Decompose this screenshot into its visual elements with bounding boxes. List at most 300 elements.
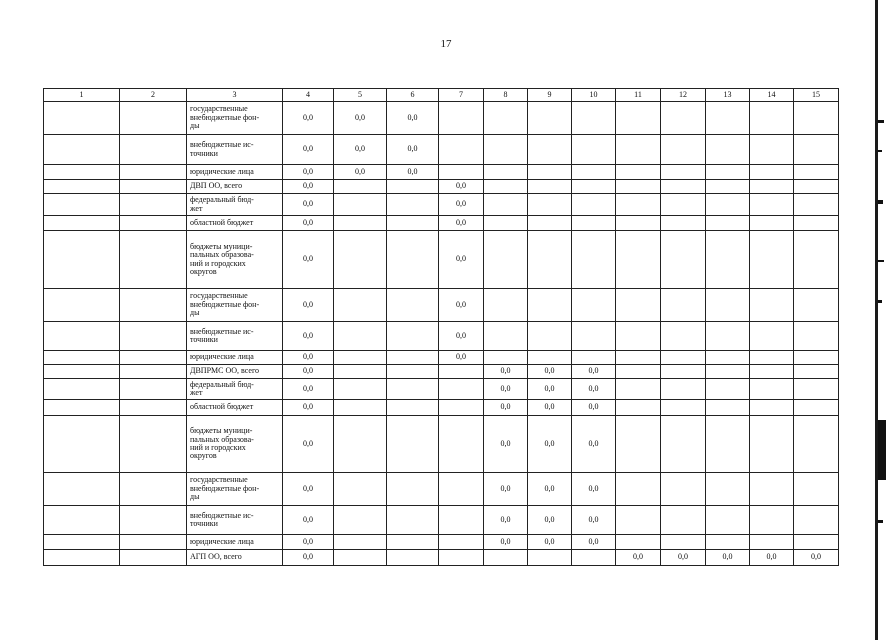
value-cell (661, 231, 706, 289)
column-header: 8 (484, 89, 528, 102)
value-cell (794, 289, 839, 322)
value-cell (387, 289, 439, 322)
value-cell: 0,0 (572, 365, 616, 379)
table-row (44, 216, 839, 231)
table-row (44, 400, 839, 416)
value-cell: 0,0 (439, 289, 484, 322)
value-cell (794, 322, 839, 351)
value-cell (794, 416, 839, 473)
value-cell (616, 231, 661, 289)
value-cell (750, 322, 794, 351)
empty-cell (120, 165, 187, 180)
value-cell (750, 473, 794, 506)
empty-cell (120, 535, 187, 550)
value-cell (706, 473, 750, 506)
value-cell: 0,0 (528, 365, 572, 379)
empty-cell (44, 365, 120, 379)
empty-cell (44, 506, 120, 535)
value-cell (387, 400, 439, 416)
value-cell (750, 231, 794, 289)
value-cell (750, 102, 794, 135)
value-cell (794, 135, 839, 165)
value-cell (572, 550, 616, 566)
value-cell (616, 365, 661, 379)
value-cell (794, 102, 839, 135)
value-cell: 0,0 (484, 416, 528, 473)
value-cell (334, 289, 387, 322)
value-cell: 0,0 (528, 400, 572, 416)
value-cell (439, 165, 484, 180)
value-cell: 0,0 (528, 535, 572, 550)
value-cell: 0,0 (572, 416, 616, 473)
empty-cell (120, 351, 187, 365)
value-cell: 0,0 (439, 180, 484, 194)
value-cell (439, 473, 484, 506)
column-header: 3 (187, 89, 283, 102)
empty-cell (120, 231, 187, 289)
value-cell: 0,0 (661, 550, 706, 566)
value-cell (528, 231, 572, 289)
value-cell (484, 165, 528, 180)
value-cell (616, 506, 661, 535)
empty-cell (44, 231, 120, 289)
value-cell (484, 351, 528, 365)
empty-cell (44, 351, 120, 365)
empty-cell (120, 289, 187, 322)
value-cell: 0,0 (334, 165, 387, 180)
row-label: государственные внебюджетные фон- ды (187, 102, 283, 135)
value-cell (334, 379, 387, 400)
value-cell (572, 351, 616, 365)
value-cell (334, 535, 387, 550)
value-cell (572, 135, 616, 165)
value-cell (706, 351, 750, 365)
value-cell (706, 216, 750, 231)
column-header: 10 (572, 89, 616, 102)
value-cell (572, 216, 616, 231)
value-cell (528, 550, 572, 566)
value-cell (572, 322, 616, 351)
row-label: федеральный бюд- жет (187, 194, 283, 216)
value-cell: 0,0 (283, 550, 334, 566)
table-row (44, 165, 839, 180)
table-row (44, 535, 839, 550)
value-cell (334, 506, 387, 535)
row-label: областной бюджет (187, 216, 283, 231)
value-cell (661, 194, 706, 216)
value-cell (439, 400, 484, 416)
value-cell (706, 365, 750, 379)
value-cell (706, 416, 750, 473)
value-cell: 0,0 (572, 400, 616, 416)
value-cell (794, 165, 839, 180)
value-cell: 0,0 (283, 506, 334, 535)
value-cell (334, 322, 387, 351)
value-cell (616, 379, 661, 400)
empty-cell (120, 379, 187, 400)
value-cell (706, 289, 750, 322)
value-cell (794, 400, 839, 416)
value-cell (616, 102, 661, 135)
row-label: государственные внебюджетные фон- ды (187, 473, 283, 506)
empty-cell (44, 194, 120, 216)
value-cell (439, 416, 484, 473)
value-cell: 0,0 (439, 351, 484, 365)
table-row (44, 231, 839, 289)
value-cell (661, 535, 706, 550)
table-row (44, 365, 839, 379)
value-cell: 0,0 (484, 379, 528, 400)
value-cell (334, 473, 387, 506)
value-cell: 0,0 (572, 473, 616, 506)
empty-cell (44, 289, 120, 322)
table-row (44, 473, 839, 506)
empty-cell (120, 216, 187, 231)
table-row (44, 135, 839, 165)
budget-table (43, 88, 839, 566)
value-cell (706, 165, 750, 180)
column-header: 7 (439, 89, 484, 102)
value-cell (661, 165, 706, 180)
value-cell: 0,0 (439, 322, 484, 351)
row-label: бюджеты муници- пальных образова- ний и городских округов (187, 231, 283, 289)
value-cell: 0,0 (706, 550, 750, 566)
value-cell (794, 180, 839, 194)
value-cell (616, 400, 661, 416)
value-cell (439, 135, 484, 165)
column-header: 13 (706, 89, 750, 102)
value-cell: 0,0 (572, 379, 616, 400)
value-cell: 0,0 (283, 216, 334, 231)
value-cell (706, 322, 750, 351)
table-row (44, 351, 839, 365)
value-cell (528, 102, 572, 135)
scan-speck (878, 200, 883, 204)
value-cell (616, 416, 661, 473)
value-cell (484, 194, 528, 216)
column-header: 5 (334, 89, 387, 102)
value-cell (387, 322, 439, 351)
value-cell (661, 289, 706, 322)
value-cell (794, 216, 839, 231)
value-cell (706, 102, 750, 135)
value-cell (572, 289, 616, 322)
value-cell (794, 231, 839, 289)
value-cell (661, 351, 706, 365)
value-cell (572, 194, 616, 216)
empty-cell (120, 506, 187, 535)
empty-cell (120, 473, 187, 506)
value-cell (750, 535, 794, 550)
empty-cell (44, 135, 120, 165)
value-cell (616, 535, 661, 550)
value-cell (661, 216, 706, 231)
value-cell: 0,0 (750, 550, 794, 566)
empty-cell (120, 416, 187, 473)
row-label: федеральный бюд- жет (187, 379, 283, 400)
value-cell: 0,0 (283, 322, 334, 351)
value-cell (334, 180, 387, 194)
value-cell: 0,0 (484, 535, 528, 550)
value-cell (387, 231, 439, 289)
value-cell (794, 365, 839, 379)
value-cell (528, 194, 572, 216)
value-cell: 0,0 (334, 102, 387, 135)
value-cell: 0,0 (283, 231, 334, 289)
value-cell (439, 506, 484, 535)
value-cell (750, 400, 794, 416)
table-row (44, 379, 839, 400)
row-label: АГП ОО, всего (187, 550, 283, 566)
value-cell (661, 506, 706, 535)
value-cell (706, 400, 750, 416)
value-cell (387, 506, 439, 535)
value-cell (661, 416, 706, 473)
value-cell (616, 194, 661, 216)
value-cell: 0,0 (439, 216, 484, 231)
value-cell: 0,0 (528, 379, 572, 400)
column-header: 4 (283, 89, 334, 102)
value-cell: 0,0 (283, 379, 334, 400)
value-cell (706, 180, 750, 194)
value-cell (572, 102, 616, 135)
empty-cell (44, 322, 120, 351)
value-cell (616, 165, 661, 180)
column-header: 15 (794, 89, 839, 102)
empty-cell (120, 400, 187, 416)
value-cell (387, 473, 439, 506)
value-cell (750, 351, 794, 365)
value-cell: 0,0 (283, 289, 334, 322)
value-cell: 0,0 (334, 135, 387, 165)
row-label: внебюджетные ис- точники (187, 135, 283, 165)
value-cell (528, 180, 572, 194)
value-cell (484, 135, 528, 165)
value-cell (616, 289, 661, 322)
value-cell (528, 289, 572, 322)
value-cell: 0,0 (528, 473, 572, 506)
value-cell (484, 550, 528, 566)
column-header: 1 (44, 89, 120, 102)
value-cell (334, 416, 387, 473)
empty-cell (44, 550, 120, 566)
value-cell (528, 322, 572, 351)
value-cell (528, 216, 572, 231)
value-cell: 0,0 (283, 473, 334, 506)
value-cell (334, 216, 387, 231)
empty-cell (44, 102, 120, 135)
empty-cell (120, 135, 187, 165)
page-number: 17 (440, 38, 452, 50)
value-cell: 0,0 (283, 416, 334, 473)
value-cell (484, 216, 528, 231)
table-header-row (44, 89, 839, 102)
scan-speck (878, 260, 884, 262)
table-row (44, 102, 839, 135)
value-cell (387, 379, 439, 400)
value-cell (334, 400, 387, 416)
value-cell (750, 416, 794, 473)
value-cell (334, 550, 387, 566)
value-cell (706, 231, 750, 289)
value-cell (334, 194, 387, 216)
value-cell (439, 102, 484, 135)
value-cell (794, 506, 839, 535)
empty-cell (120, 180, 187, 194)
scan-speck (878, 420, 886, 480)
value-cell: 0,0 (616, 550, 661, 566)
value-cell: 0,0 (283, 180, 334, 194)
value-cell: 0,0 (283, 535, 334, 550)
value-cell (661, 400, 706, 416)
value-cell (750, 365, 794, 379)
empty-cell (44, 165, 120, 180)
row-label: юридические лица (187, 535, 283, 550)
empty-cell (120, 194, 187, 216)
scan-speck (878, 300, 882, 303)
value-cell: 0,0 (572, 506, 616, 535)
value-cell (750, 216, 794, 231)
value-cell (794, 351, 839, 365)
value-cell (706, 135, 750, 165)
value-cell: 0,0 (572, 535, 616, 550)
empty-cell (44, 400, 120, 416)
empty-cell (120, 102, 187, 135)
empty-cell (44, 473, 120, 506)
value-cell: 0,0 (484, 473, 528, 506)
row-label: бюджеты муници- пальных образова- ний и городских округов (187, 416, 283, 473)
value-cell (484, 180, 528, 194)
value-cell (387, 365, 439, 379)
scan-speck (878, 120, 884, 123)
value-cell (794, 535, 839, 550)
value-cell (661, 102, 706, 135)
value-cell (794, 379, 839, 400)
value-cell (750, 135, 794, 165)
value-cell (616, 180, 661, 194)
value-cell (661, 135, 706, 165)
scan-edge (875, 0, 878, 640)
value-cell (661, 322, 706, 351)
value-cell (484, 322, 528, 351)
value-cell (387, 180, 439, 194)
row-label: ДВП ОО, всего (187, 180, 283, 194)
value-cell (616, 473, 661, 506)
value-cell (439, 379, 484, 400)
column-header: 11 (616, 89, 661, 102)
value-cell (572, 165, 616, 180)
value-cell (706, 535, 750, 550)
column-header: 12 (661, 89, 706, 102)
value-cell (661, 473, 706, 506)
column-header: 2 (120, 89, 187, 102)
table-row (44, 550, 839, 566)
value-cell (439, 550, 484, 566)
value-cell: 0,0 (528, 416, 572, 473)
value-cell (616, 351, 661, 365)
table-row (44, 416, 839, 473)
value-cell (794, 473, 839, 506)
value-cell (439, 365, 484, 379)
table-row (44, 180, 839, 194)
empty-cell (44, 216, 120, 231)
value-cell (750, 379, 794, 400)
empty-cell (44, 379, 120, 400)
table-row (44, 322, 839, 351)
value-cell: 0,0 (283, 135, 334, 165)
value-cell (387, 416, 439, 473)
table-row (44, 506, 839, 535)
table-row (44, 194, 839, 216)
table-body (44, 89, 839, 566)
value-cell (750, 506, 794, 535)
column-header: 9 (528, 89, 572, 102)
value-cell (484, 289, 528, 322)
empty-cell (120, 550, 187, 566)
value-cell: 0,0 (283, 194, 334, 216)
value-cell: 0,0 (439, 194, 484, 216)
value-cell: 0,0 (387, 102, 439, 135)
value-cell: 0,0 (387, 165, 439, 180)
value-cell (750, 165, 794, 180)
value-cell (387, 351, 439, 365)
value-cell (572, 180, 616, 194)
value-cell (484, 102, 528, 135)
value-cell: 0,0 (484, 365, 528, 379)
row-label: юридические лица (187, 165, 283, 180)
empty-cell (120, 322, 187, 351)
value-cell (661, 365, 706, 379)
value-cell: 0,0 (484, 506, 528, 535)
row-label: внебюджетные ис- точники (187, 506, 283, 535)
column-header: 6 (387, 89, 439, 102)
value-cell: 0,0 (528, 506, 572, 535)
row-label: государственные внебюджетные фон- ды (187, 289, 283, 322)
value-cell: 0,0 (484, 400, 528, 416)
value-cell (706, 506, 750, 535)
value-cell (528, 135, 572, 165)
value-cell (572, 231, 616, 289)
value-cell: 0,0 (387, 135, 439, 165)
empty-cell (44, 416, 120, 473)
table-row (44, 289, 839, 322)
value-cell (661, 180, 706, 194)
value-cell: 0,0 (439, 231, 484, 289)
value-cell (794, 194, 839, 216)
value-cell (387, 535, 439, 550)
scan-speck (878, 150, 882, 152)
empty-cell (120, 365, 187, 379)
row-label: областной бюджет (187, 400, 283, 416)
value-cell (750, 194, 794, 216)
empty-cell (44, 180, 120, 194)
value-cell: 0,0 (283, 165, 334, 180)
value-cell (439, 535, 484, 550)
row-label: внебюджетные ис- точники (187, 322, 283, 351)
value-cell (706, 379, 750, 400)
value-cell (528, 165, 572, 180)
value-cell (616, 135, 661, 165)
scan-speck (878, 520, 883, 523)
value-cell (484, 231, 528, 289)
row-label: ДВПРМС ОО, всего (187, 365, 283, 379)
value-cell: 0,0 (283, 365, 334, 379)
value-cell (661, 379, 706, 400)
value-cell (387, 216, 439, 231)
value-cell: 0,0 (283, 400, 334, 416)
value-cell (750, 289, 794, 322)
value-cell (750, 180, 794, 194)
